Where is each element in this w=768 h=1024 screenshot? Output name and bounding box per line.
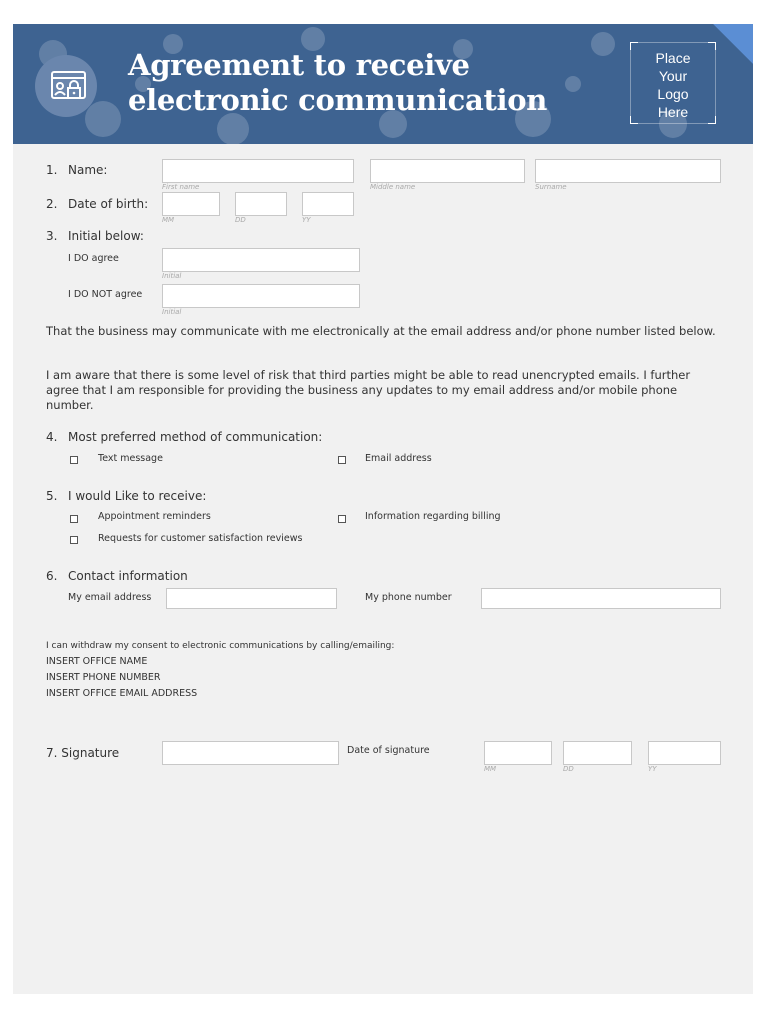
question-label: Contact information xyxy=(68,569,188,583)
signature-month-field[interactable] xyxy=(484,741,552,765)
question-label: I would Like to receive: xyxy=(68,489,207,503)
signature-year-hint: YY xyxy=(648,765,657,773)
disagree-initial-field[interactable] xyxy=(162,284,360,308)
question-method xyxy=(46,430,322,444)
agree-label: I DO agree xyxy=(68,253,119,264)
question-number: 3. xyxy=(46,229,58,243)
question-label: Most preferred method of communication: xyxy=(68,430,323,444)
office-phone: INSERT PHONE NUMBER xyxy=(46,672,161,683)
question-name xyxy=(46,163,107,177)
question-initial xyxy=(46,229,144,243)
appointment-reminders-label: Appointment reminders xyxy=(98,511,211,522)
header-icon-badge xyxy=(35,55,97,117)
signature-day-field[interactable] xyxy=(563,741,632,765)
text-message-checkbox[interactable] xyxy=(70,456,78,464)
billing-info-checkbox[interactable] xyxy=(338,515,346,523)
first-name-hint: First name xyxy=(162,183,200,191)
logo-placeholder-text: Place Your Logo Here xyxy=(655,50,691,120)
question-number: 1. xyxy=(46,163,58,177)
dob-month-field[interactable] xyxy=(162,192,220,216)
disagree-initial-hint: Initial xyxy=(162,308,182,316)
question-number: 5. xyxy=(46,489,58,503)
question-receive xyxy=(46,489,206,503)
office-name: INSERT OFFICE NAME xyxy=(46,656,148,667)
dob-month-hint: MM xyxy=(162,216,175,224)
office-email: INSERT OFFICE EMAIL ADDRESS xyxy=(46,688,198,699)
question-number: 4. xyxy=(46,430,58,444)
question-label: Name: xyxy=(68,163,108,177)
billing-info-label: Information regarding billing xyxy=(365,511,501,522)
text-message-label: Text message xyxy=(98,453,163,464)
email-address-checkbox[interactable] xyxy=(338,456,346,464)
withdraw-text: I can withdraw my consent to electronic communications by calling/emailing: xyxy=(46,641,395,651)
consent-paragraph: That the business may communicate with me electronically at the email address and/or phone number listed below. xyxy=(46,324,716,338)
page-title xyxy=(128,48,547,118)
signature-date-label: Date of signature xyxy=(347,745,430,756)
risk-paragraph: I am aware that there is some level of risk that third parties might be able to read unencrypted emails. I further agree that I am responsible for providing the business any updates to my email address and/or mobile phone number. xyxy=(46,368,691,412)
appointment-reminders-checkbox[interactable] xyxy=(70,515,78,523)
signature-month-hint: MM xyxy=(484,765,497,773)
title-line-2: electronic communication xyxy=(128,83,548,117)
question-number: 6. xyxy=(46,569,58,583)
dob-year-hint: YY xyxy=(302,216,311,224)
phone-field[interactable] xyxy=(481,588,721,609)
question-contact xyxy=(46,569,188,583)
disagree-label: I DO NOT agree xyxy=(68,289,143,300)
signature-year-field[interactable] xyxy=(648,741,721,765)
satisfaction-reviews-checkbox[interactable] xyxy=(70,536,78,544)
surname-field[interactable] xyxy=(535,159,721,183)
question-number: 2. xyxy=(46,197,58,211)
question-label: Initial below: xyxy=(68,229,144,243)
dob-day-field[interactable] xyxy=(235,192,287,216)
question-label: Date of birth: xyxy=(68,197,149,211)
signature-field[interactable] xyxy=(162,741,339,765)
title-line-1: Agreement to receive xyxy=(128,48,470,82)
logo-placeholder[interactable] xyxy=(630,42,716,124)
phone-label: My phone number xyxy=(365,592,452,603)
signature-day-hint: DD xyxy=(563,765,574,773)
email-field[interactable] xyxy=(166,588,337,609)
email-address-label: Email address xyxy=(365,453,432,464)
first-name-field[interactable] xyxy=(162,159,354,183)
question-dob xyxy=(46,197,148,211)
middle-name-field[interactable] xyxy=(370,159,525,183)
signature-label: 7. Signature xyxy=(46,746,120,760)
surname-hint: Surname xyxy=(535,183,567,191)
satisfaction-reviews-label: Requests for customer satisfaction reviews xyxy=(98,533,303,544)
dob-year-field[interactable] xyxy=(302,192,354,216)
corner-accent xyxy=(713,24,753,64)
email-label: My email address xyxy=(68,592,152,603)
agree-initial-field[interactable] xyxy=(162,248,360,272)
secure-browser-lock-icon xyxy=(35,55,97,117)
agree-initial-hint: Initial xyxy=(162,272,182,280)
middle-name-hint: Middle name xyxy=(370,183,416,191)
dob-day-hint: DD xyxy=(235,216,246,224)
